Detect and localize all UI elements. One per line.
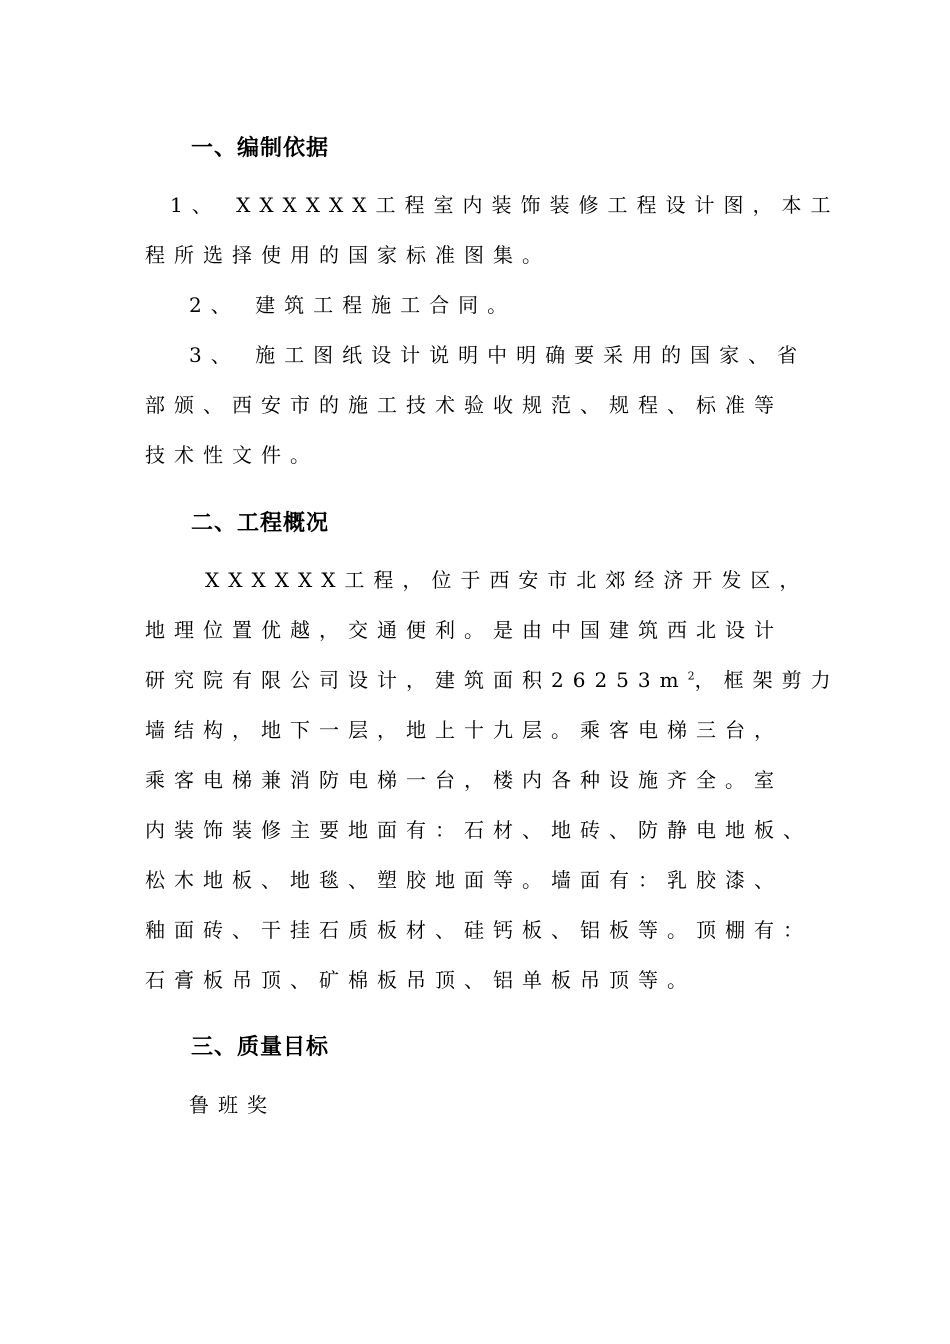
overview-line-9: 石膏板吊顶、矿棉板吊顶、铝单板吊顶等。 xyxy=(145,968,696,992)
overview-line-2: 地理位置优越，交通便利。是由中国建筑西北设计 xyxy=(145,618,783,642)
basis-item-1-line-2: 程所选择使用的国家标准图集。 xyxy=(145,243,551,267)
overview-line-3-tail: ，框架剪力 xyxy=(694,668,840,692)
overview-line-7: 松木地板、地毯、塑胶地面等。墙面有：乳胶漆、 xyxy=(145,868,783,892)
basis-item-3-line-3: 技术性文件。 xyxy=(145,443,319,467)
overview-line-1: XXXXXX工程，位于西安市北郊经济开发区， xyxy=(205,568,809,592)
basis-item-2: 2、 建筑工程施工合同。 xyxy=(189,293,517,317)
section-heading-overview: 二、工程概况 xyxy=(191,511,330,536)
overview-line-4: 墙结构，地下一层，地上十九层。乘客电梯三台， xyxy=(145,718,783,742)
basis-item-3-line-2: 部颁、西安市的施工技术验收规范、规程、标准等 xyxy=(145,393,783,417)
basis-item-3-line-1: 3、 施工图纸设计说明中明确要采用的国家、省 xyxy=(189,343,807,367)
overview-line-8: 釉面砖、干挂石质板材、硅钙板、铝板等。顶棚有： xyxy=(145,918,812,942)
section-heading-quality: 三、质量目标 xyxy=(191,1035,330,1060)
basis-item-1-line-1: 1、 XXXXXX工程室内装饰装修工程设计图，本工 xyxy=(170,193,840,217)
quality-target: 鲁班奖 xyxy=(189,1093,276,1117)
overview-line-5: 乘客电梯兼消防电梯一台，楼内各种设施齐全。室 xyxy=(145,768,783,792)
overview-line-3-text: 研究院有限公司设计，建筑面积26253m xyxy=(145,668,688,692)
section-heading-basis: 一、编制依据 xyxy=(191,136,330,161)
overview-line-6: 内装饰装修主要地面有：石材、地砖、防静电地板、 xyxy=(145,818,812,842)
overview-line-3 xyxy=(145,670,840,690)
area-unit-superscript: 2 xyxy=(687,669,695,683)
